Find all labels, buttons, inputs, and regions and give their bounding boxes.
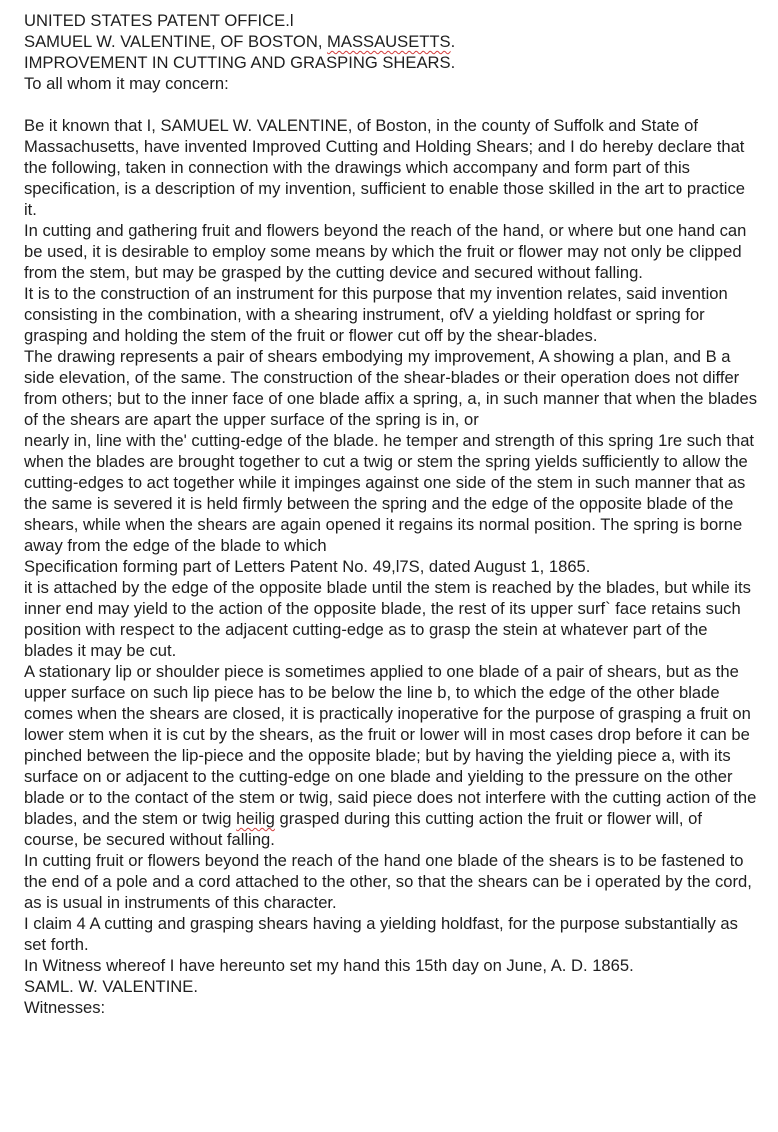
specification-note: Specification forming part of Letters Patent No. 49,l7S, dated August 1, 1865. (24, 557, 591, 576)
signature: SAML. W. VALENTINE. (24, 977, 198, 996)
misspelled-word-state[interactable]: MASSAUSETTS (327, 32, 451, 51)
blank-line (24, 94, 759, 115)
paragraph-8 (24, 661, 762, 850)
paragraph-2: In cutting and gathering fruit and flowers beyond the reach of the hand, or where but one hand can be used, it is desirable to employ some means by which the fruit or flower may not only be clipped from the stem, but may be grasped by the cutting device and secured without falling. (24, 221, 751, 282)
inventor-line (24, 31, 759, 52)
witnesses-label: Witnesses: (24, 998, 106, 1017)
paragraph-8-text: A stationary lip or shoulder piece is sometimes applied to one blade of a pair of shears, but as the upper surface on such lip piece has to be below the line b, to which the edge of the other blade comes when the shears are closed, it is practically inoperative for the purpose of grasping a fruit on lower stem when it is cut by the shears, as the fruit or lower will in most cases drop before it can be pinched between the lip-piece and the opposite blade; but by having the yielding piece a, with its surface on or adjacent to the cutting-edge on one blade and yielding to the pressure on the other blade or to the contact of the stem or twig, said piece does not interfere with the cutting action of the blades, and the stem or twig (24, 662, 762, 828)
paragraph-7: it is attached by the edge of the opposite blade until the stem is reached by the blades, but while its inner end may yield to the action of the opposite blade, the rest of its upper surf` face retains such position with respect to the adjacent cutting-edge as to grasp the stein at whatever part of the blades it may be cut. (24, 578, 756, 660)
office-heading: UNITED STATES PATENT OFFICE.l (24, 11, 294, 30)
inventor-prefix: SAMUEL W. VALENTINE, OF BOSTON, (24, 32, 328, 51)
paragraph-4: The drawing represents a pair of shears embodying my improvement, A showing a plan, and B a side elevation, of the same. The construction of the shear-blades or their operation does not differ from others; but to the inner face of one blade affix a spring, a, in such manner that when the blades of the shears are apart the upper surface of the spring is in, or (24, 347, 762, 429)
paragraph-9: In cutting fruit or flowers beyond the reach of the hand one blade of the shears is to be fastened to the end of a pole and a cord attached to the other, so that the shears can be i operated by the cord, as is usual in instruments of this character. (24, 851, 757, 912)
paragraph-3: It is to the construction of an instrument for this purpose that my invention relates, said invention consisting in the combination, with a shearing instrument, ofV a yielding holdfast or spring for grasping and holding the stem of the fruit or flower cut off by the shear-blades. (24, 284, 733, 345)
witness-paragraph: In Witness whereof I have hereunto set my hand this 15th day on June, A. D. 1865. (24, 956, 634, 975)
patent-title: IMPROVEMENT IN CUTTING AND GRASPING SHEARS. (24, 53, 456, 72)
paragraph-8-end: grasped during this cutting action the fruit or flower will, of course, be secured without falling. (24, 809, 707, 849)
paragraph-5: nearly in, line with the' cutting-edge of the blade. he temper and strength of this spring 1re such that when the blades are brought together to cut a twig or stem the spring yields sufficiently to allow the cutting-edges to act together while it impinges against one side of the stem in such manner that as the same is severed it is held firmly between the spring and the edge of the opposite blade of the shears, while when the shears are again opened it regains its normal position. The spring is borne away from the edge of the blade to which (24, 431, 759, 555)
paragraph-1: Be it known that I, SAMUEL W. VALENTINE, of Boston, in the county of Suffolk and State of Massachusetts, have invented Improved Cutting and Holding Shears; and I do hereby declare that the following, taken in connection with the drawings which accompany and form part of this specification, is a description of my invention, sufficient to enable those skilled in the art to practice it. (24, 116, 750, 219)
salutation: To all whom it may concern: (24, 74, 229, 93)
misspelled-word-heilig[interactable]: heilig (236, 809, 275, 828)
claim-paragraph: I claim 4 A cutting and grasping shears having a yielding holdfast, for the purpose substantially as set forth. (24, 914, 743, 954)
inventor-suffix: . (450, 32, 456, 51)
document-body[interactable] (24, 10, 762, 1018)
